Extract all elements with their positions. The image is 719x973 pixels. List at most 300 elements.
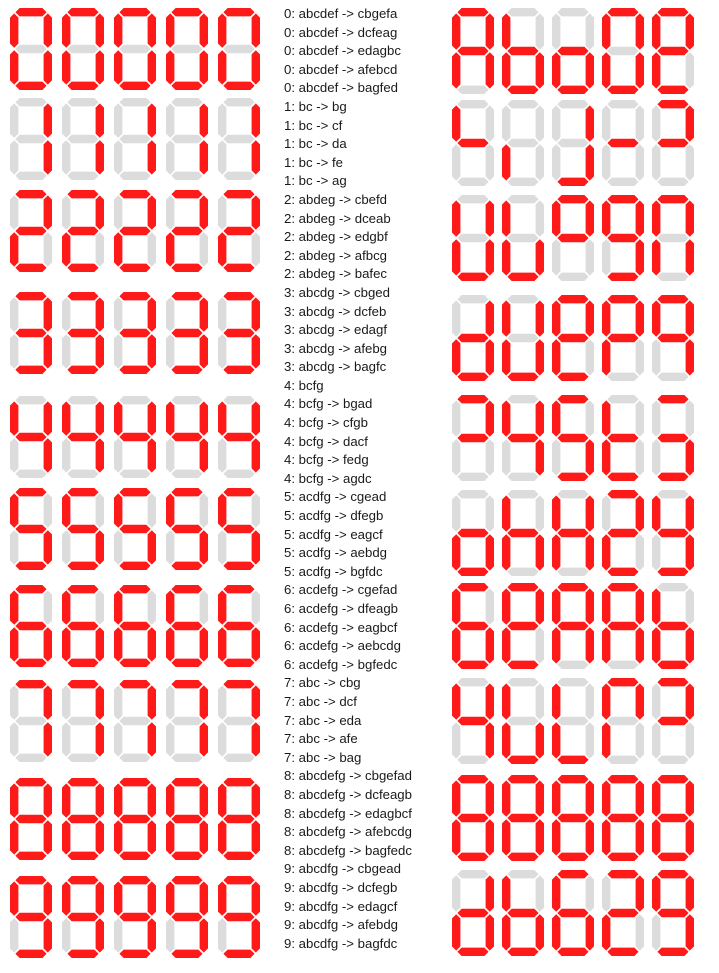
- seven-segment-digit: [602, 100, 644, 186]
- segment-a-on: [557, 295, 588, 303]
- mapping-line: 3: abcdg -> edagf: [284, 322, 388, 338]
- segment-d-off: [507, 568, 538, 576]
- segment-e-off: [602, 144, 610, 180]
- segment-e-on: [602, 627, 610, 663]
- segment-a-on: [557, 775, 588, 783]
- segment-d-off: [657, 756, 688, 764]
- mapping-line: 8: abcdefg -> bagfedc: [284, 842, 412, 858]
- segment-a-on: [657, 775, 688, 783]
- segment-e-on: [502, 819, 510, 855]
- segment-a-on: [657, 678, 688, 686]
- segment-b-off: [486, 495, 494, 531]
- segment-c-on: [686, 819, 694, 855]
- segment-d-on: [507, 853, 538, 861]
- segment-e-off: [452, 144, 460, 180]
- segment-g-on: [557, 622, 588, 630]
- seven-segment-digit: [552, 490, 594, 576]
- segment-f-off: [652, 400, 660, 436]
- segment-b-on: [636, 588, 644, 624]
- segment-d-off: [457, 756, 488, 764]
- segment-g-off: [557, 717, 588, 725]
- segment-b-on: [636, 200, 644, 236]
- segment-d-off: [657, 178, 688, 186]
- segment-b-off: [636, 105, 644, 141]
- segment-g-on: [607, 814, 638, 822]
- segment-b-off: [486, 588, 494, 624]
- segment-a-off: [507, 490, 538, 498]
- segment-b-on: [536, 780, 544, 816]
- seven-segment-digit: [502, 100, 544, 186]
- mapping-line: 3: abcdg -> cbged: [284, 284, 390, 300]
- seven-segment-digit: [502, 870, 544, 956]
- segment-c-on: [636, 52, 644, 88]
- segment-e-on: [502, 534, 510, 570]
- segment-e-on: [502, 339, 510, 375]
- segment-f-on: [602, 683, 610, 719]
- seven-segment-digit: [652, 8, 694, 94]
- segment-f-off: [502, 105, 510, 141]
- segment-g-on: [557, 434, 588, 442]
- segment-b-on: [486, 200, 494, 236]
- segment-a-on: [557, 583, 588, 591]
- segment-d-on: [507, 756, 538, 764]
- segment-b-on: [686, 105, 694, 141]
- segment-a-on: [507, 583, 538, 591]
- segment-b-on: [586, 200, 594, 236]
- segment-e-on: [452, 52, 460, 88]
- segment-g-on: [657, 334, 688, 342]
- seven-segment-digit: [552, 583, 594, 669]
- seven-segment-digit: [552, 8, 594, 94]
- segment-g-on: [557, 47, 588, 55]
- mapping-line: 2: abdeg -> afbcg: [284, 247, 388, 263]
- mapping-line: 9: abcdfg -> dcfegb: [284, 879, 398, 895]
- segment-a-on: [657, 870, 688, 878]
- segment-b-off: [536, 683, 544, 719]
- segment-d-off: [457, 178, 488, 186]
- segment-d-off: [557, 661, 588, 669]
- seven-segment-digit: [652, 870, 694, 956]
- segment-a-on: [607, 583, 638, 591]
- segment-e-on: [602, 722, 610, 758]
- segment-c-off: [486, 439, 494, 475]
- segment-f-on: [552, 400, 560, 436]
- segment-e-on: [552, 627, 560, 663]
- segment-c-on: [536, 239, 544, 275]
- segment-d-on: [507, 661, 538, 669]
- segment-e-off: [552, 439, 560, 475]
- segment-a-on: [657, 295, 688, 303]
- segment-f-off: [652, 105, 660, 141]
- segment-c-on: [586, 914, 594, 950]
- segment-d-on: [457, 373, 488, 381]
- segment-b-on: [486, 683, 494, 719]
- segment-g-off: [507, 139, 538, 147]
- mapping-line: 2: abdeg -> cbefd: [284, 191, 388, 207]
- segment-g-on: [557, 334, 588, 342]
- seven-segment-digit: [602, 583, 644, 669]
- segment-b-off: [586, 400, 594, 436]
- segment-d-on: [457, 661, 488, 669]
- segment-b-on: [486, 400, 494, 436]
- segment-f-on: [502, 588, 510, 624]
- segment-d-off: [507, 473, 538, 481]
- mapping-line: 6: acdefg -> cgefad: [284, 582, 398, 598]
- segment-a-on: [607, 870, 638, 878]
- segment-f-on: [502, 400, 510, 436]
- segment-g-on: [457, 47, 488, 55]
- segment-g-on: [457, 622, 488, 630]
- segment-e-on: [602, 819, 610, 855]
- segment-f-on: [552, 495, 560, 531]
- segment-b-on: [686, 200, 694, 236]
- segment-a-off: [457, 195, 488, 203]
- segment-c-off: [636, 339, 644, 375]
- segment-a-on: [457, 775, 488, 783]
- segment-d-on: [557, 178, 588, 186]
- segment-c-on: [486, 339, 494, 375]
- segment-c-off: [486, 144, 494, 180]
- segment-a-on: [607, 195, 638, 203]
- mapping-line: 3: abcdg -> bagfc: [284, 359, 387, 375]
- mapping-line: 5: acdfg -> aebdg: [284, 545, 388, 561]
- mapping-line: 4: bcfg: [284, 377, 324, 393]
- segment-e-on: [502, 144, 510, 180]
- segment-f-off: [652, 683, 660, 719]
- segment-d-on: [657, 568, 688, 576]
- segment-c-on: [536, 52, 544, 88]
- seven-segment-digit: [552, 395, 594, 481]
- segment-b-on: [586, 300, 594, 336]
- segment-f-on: [552, 683, 560, 719]
- segment-b-on: [486, 300, 494, 336]
- segment-f-off: [552, 105, 560, 141]
- segment-e-off: [502, 439, 510, 475]
- segment-b-off: [486, 105, 494, 141]
- segment-b-on: [636, 683, 644, 719]
- segment-g-on: [557, 909, 588, 917]
- segment-c-on: [486, 722, 494, 758]
- segment-e-on: [652, 52, 660, 88]
- segment-e-on: [652, 239, 660, 275]
- segment-f-on: [652, 588, 660, 624]
- segment-d-off: [607, 178, 638, 186]
- segment-g-on: [607, 909, 638, 917]
- mapping-line: 6: acdefg -> aebcdg: [284, 638, 401, 654]
- seven-segment-digit: [452, 295, 494, 381]
- segment-c-off: [686, 52, 694, 88]
- segment-a-off: [457, 870, 488, 878]
- seven-segment-digit: [602, 678, 644, 764]
- segment-g-off: [607, 717, 638, 725]
- segment-b-on: [636, 875, 644, 911]
- segment-f-on: [652, 300, 660, 336]
- segment-c-on: [536, 534, 544, 570]
- mapping-line: 9: abcdfg -> afebdg: [284, 917, 399, 933]
- mapping-line: 5: acdfg -> eagcf: [284, 526, 383, 542]
- segment-b-on: [686, 13, 694, 49]
- mapping-line: 6: acdefg -> bgfedc: [284, 656, 398, 672]
- seven-segment-digit: [452, 490, 494, 576]
- segment-a-off: [657, 490, 688, 498]
- segment-a-off: [557, 678, 588, 686]
- mapping-line: 8: abcdefg -> edagbcf: [284, 805, 412, 821]
- segment-e-on: [502, 52, 510, 88]
- segment-c-on: [686, 439, 694, 475]
- segment-c-off: [636, 722, 644, 758]
- seven-segment-digit: [452, 395, 494, 481]
- segment-e-off: [552, 239, 560, 275]
- seven-segment-digit: [602, 195, 644, 281]
- segment-e-off: [652, 722, 660, 758]
- segment-d-on: [557, 86, 588, 94]
- segment-d-on: [607, 948, 638, 956]
- segment-a-on: [607, 678, 638, 686]
- segment-e-on: [552, 722, 560, 758]
- segment-g-off: [557, 139, 588, 147]
- segment-g-off: [657, 234, 688, 242]
- segment-f-on: [452, 200, 460, 236]
- seven-segment-digit: [502, 775, 544, 861]
- segment-c-on: [586, 439, 594, 475]
- seven-segment-digit: [652, 775, 694, 861]
- segment-c-off: [686, 144, 694, 180]
- segment-c-on: [486, 819, 494, 855]
- segment-e-on: [602, 439, 610, 475]
- segment-c-on: [686, 534, 694, 570]
- segment-d-on: [657, 86, 688, 94]
- segment-d-off: [607, 661, 638, 669]
- segment-b-on: [486, 780, 494, 816]
- segment-b-on: [636, 495, 644, 531]
- segment-e-on: [602, 914, 610, 950]
- segment-e-on: [602, 534, 610, 570]
- segment-f-on: [452, 13, 460, 49]
- segment-f-on: [552, 780, 560, 816]
- segment-a-off: [457, 295, 488, 303]
- segment-g-on: [657, 47, 688, 55]
- mapping-line: 4: bcfg -> cfgb: [284, 415, 368, 431]
- seven-segment-digit: [652, 100, 694, 186]
- segment-e-on: [502, 627, 510, 663]
- segment-c-off: [636, 534, 644, 570]
- segment-d-on: [657, 473, 688, 481]
- segment-g-off: [457, 234, 488, 242]
- mapping-line: 1: bc -> bg: [284, 98, 347, 114]
- mapping-line: 4: bcfg -> dacf: [284, 433, 368, 449]
- seven-segment-digit: [452, 775, 494, 861]
- segment-g-on: [657, 529, 688, 537]
- mapping-line: 4: bcfg -> bgad: [284, 396, 373, 412]
- mapping-line: 0: abcdef -> cbgefa: [284, 6, 398, 21]
- segment-e-on: [552, 914, 560, 950]
- mapping-line: 9: abcdfg -> edagcf: [284, 898, 398, 914]
- seven-segment-digit: [552, 195, 594, 281]
- segment-b-on: [586, 105, 594, 141]
- segment-e-on: [502, 914, 510, 950]
- seven-segment-digit: [552, 295, 594, 381]
- segment-c-on: [686, 914, 694, 950]
- segment-b-on: [586, 495, 594, 531]
- mapping-line: 1: bc -> cf: [284, 117, 343, 133]
- segment-a-off: [507, 395, 538, 403]
- segment-c-on: [486, 914, 494, 950]
- mapping-line: 8: abcdefg -> cbgefad: [284, 768, 412, 784]
- segment-b-off: [536, 875, 544, 911]
- segment-c-on: [636, 239, 644, 275]
- segment-c-on: [636, 627, 644, 663]
- segment-g-on: [657, 814, 688, 822]
- segment-b-on: [586, 780, 594, 816]
- segment-d-on: [607, 273, 638, 281]
- segment-d-on: [507, 373, 538, 381]
- seven-segment-digit: [652, 295, 694, 381]
- mapping-line: 3: abcdg -> dcfeb: [284, 303, 387, 319]
- segment-b-on: [536, 588, 544, 624]
- segment-g-on: [457, 909, 488, 917]
- segment-d-off: [557, 273, 588, 281]
- segment-f-on: [452, 683, 460, 719]
- segment-a-off: [507, 195, 538, 203]
- segment-b-off: [536, 105, 544, 141]
- segment-b-off: [686, 400, 694, 436]
- segment-d-on: [557, 373, 588, 381]
- seven-segment-digit: [652, 583, 694, 669]
- seven-segment-digit: [652, 395, 694, 481]
- segment-b-off: [536, 200, 544, 236]
- segment-a-off: [457, 678, 488, 686]
- segment-e-off: [452, 722, 460, 758]
- segment-d-off: [507, 178, 538, 186]
- segment-d-on: [507, 273, 538, 281]
- segment-f-on: [602, 400, 610, 436]
- seven-segment-digit: [552, 100, 594, 186]
- segment-d-off: [457, 86, 488, 94]
- segment-c-on: [536, 439, 544, 475]
- segment-c-off: [636, 439, 644, 475]
- segment-c-off: [586, 339, 594, 375]
- segment-e-off: [652, 439, 660, 475]
- segment-g-on: [507, 909, 538, 917]
- segment-e-off: [602, 239, 610, 275]
- segment-a-off: [507, 870, 538, 878]
- segment-c-on: [586, 819, 594, 855]
- segment-g-on: [657, 434, 688, 442]
- segment-a-on: [607, 295, 638, 303]
- segment-e-off: [652, 914, 660, 950]
- segment-b-off: [586, 13, 594, 49]
- segment-d-on: [507, 86, 538, 94]
- segment-g-on: [557, 814, 588, 822]
- segment-g-off: [507, 717, 538, 725]
- seven-segment-digit: [552, 870, 594, 956]
- mapping-line: 9: abcdfg -> cbgead: [284, 861, 401, 877]
- segment-a-off: [607, 100, 638, 108]
- segment-g-on: [457, 434, 488, 442]
- segment-d-on: [557, 473, 588, 481]
- segment-d-off: [607, 756, 638, 764]
- segment-b-on: [636, 13, 644, 49]
- segment-b-on: [586, 588, 594, 624]
- segment-d-off: [457, 473, 488, 481]
- segment-a-off: [557, 8, 588, 16]
- segment-d-on: [457, 273, 488, 281]
- segment-a-on: [657, 195, 688, 203]
- segment-g-on: [457, 334, 488, 342]
- segment-b-on: [536, 300, 544, 336]
- segment-f-off: [452, 875, 460, 911]
- seven-segment-digit: [502, 395, 544, 481]
- segment-g-on: [607, 234, 638, 242]
- segment-g-on: [657, 717, 688, 725]
- segment-c-on: [686, 339, 694, 375]
- segment-f-off: [452, 400, 460, 436]
- segment-a-off: [557, 100, 588, 108]
- mapping-line: 6: acdefg -> eagbcf: [284, 619, 398, 635]
- segment-c-off: [536, 627, 544, 663]
- mapping-line: 0: abcdef -> dcfeag: [284, 24, 398, 40]
- seven-segment-digit: [452, 583, 494, 669]
- segment-a-on: [657, 100, 688, 108]
- segment-a-on: [607, 775, 638, 783]
- segment-b-off: [536, 495, 544, 531]
- segment-a-off: [657, 583, 688, 591]
- segment-f-on: [502, 13, 510, 49]
- segment-d-on: [557, 948, 588, 956]
- segment-a-off: [507, 8, 538, 16]
- segment-b-on: [636, 300, 644, 336]
- segment-e-off: [652, 339, 660, 375]
- segment-a-on: [557, 870, 588, 878]
- mapping-line: 7: abc -> afe: [284, 731, 358, 747]
- segment-g-on: [657, 909, 688, 917]
- segment-g-on: [607, 622, 638, 630]
- mapping-line: 8: abcdefg -> dcfeagb: [284, 786, 412, 802]
- segment-f-on: [552, 588, 560, 624]
- seven-segment-digit: [452, 195, 494, 281]
- segment-g-on: [507, 47, 538, 55]
- segment-b-on: [686, 495, 694, 531]
- mapping-line: 9: abcdfg -> bagfdc: [284, 935, 398, 951]
- segment-c-on: [536, 819, 544, 855]
- segment-f-on: [602, 13, 610, 49]
- segment-c-on: [536, 914, 544, 950]
- segment-f-on: [502, 683, 510, 719]
- segment-d-on: [657, 948, 688, 956]
- segment-c-on: [536, 339, 544, 375]
- segment-f-off: [602, 875, 610, 911]
- segment-d-on: [457, 948, 488, 956]
- mapping-line: 6: acdefg -> dfeagb: [284, 601, 399, 616]
- mapping-line: 4: bcfg -> fedg: [284, 452, 369, 468]
- segment-a-on: [607, 8, 638, 16]
- segment-d-off: [607, 373, 638, 381]
- segment-f-on: [652, 495, 660, 531]
- mapping-line: 0: abcdef -> edagbc: [284, 43, 401, 59]
- segment-d-on: [607, 86, 638, 94]
- segment-g-on: [657, 622, 688, 630]
- segment-b-on: [636, 780, 644, 816]
- segment-f-on: [652, 13, 660, 49]
- segment-a-on: [457, 583, 488, 591]
- segment-b-on: [686, 683, 694, 719]
- seven-segment-digit: [502, 490, 544, 576]
- segment-a-on: [557, 395, 588, 403]
- segment-c-on: [636, 819, 644, 855]
- segment-c-off: [536, 144, 544, 180]
- segment-g-on: [507, 814, 538, 822]
- mapping-line: 7: abc -> bag: [284, 749, 362, 765]
